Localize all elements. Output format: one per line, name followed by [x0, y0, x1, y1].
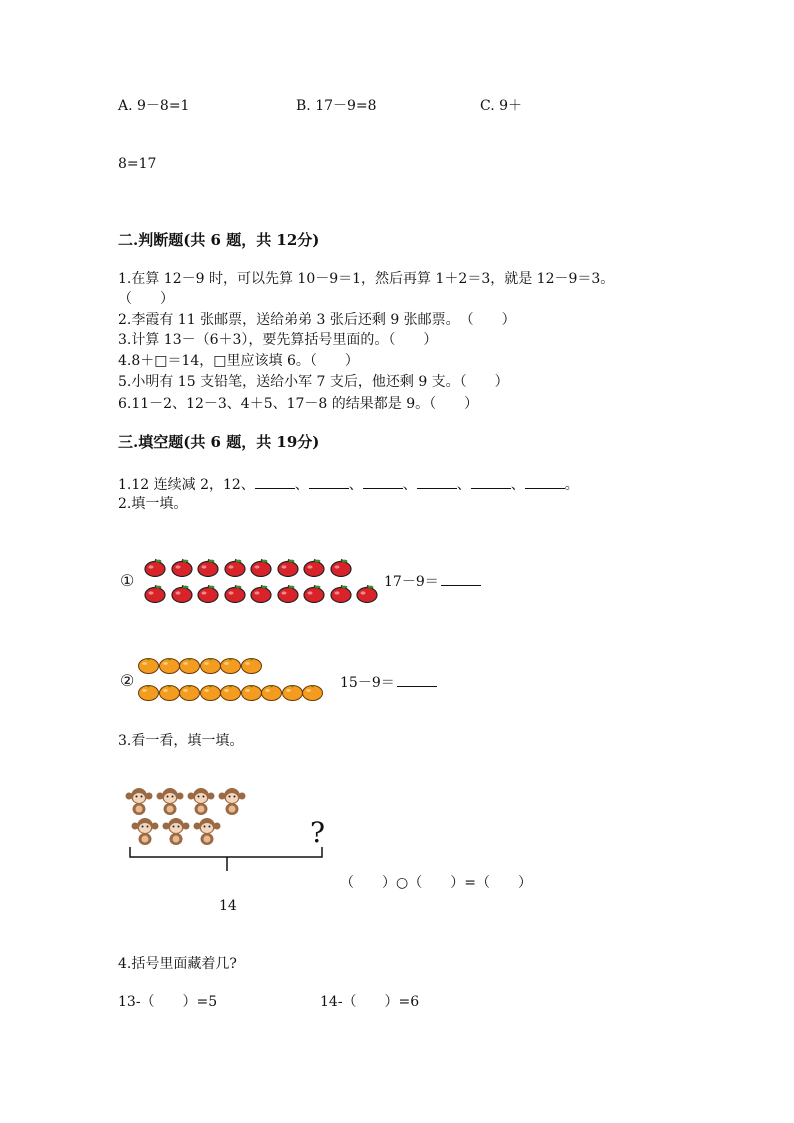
judge-q2: 2.李霞有 11 张邮票，送给弟弟 3 张后还剩 9 张邮票。 （ ）: [118, 312, 516, 328]
apple-icon: [303, 585, 325, 603]
answer-blank[interactable]: [363, 474, 403, 489]
section3-heading: 三.填空题(共 6 题，共 19分): [118, 433, 320, 451]
answer-blank[interactable]: [255, 474, 295, 489]
option-c-continued: 8=17: [118, 156, 157, 172]
fill-q1: [118, 474, 579, 495]
apple-icon: [330, 559, 352, 577]
orange-icon: [241, 684, 262, 701]
separator: 、: [402, 477, 417, 493]
monkey-icon: [193, 817, 221, 847]
apple-icon: [144, 559, 166, 577]
fill-q1-text: 1.12 连续减 2，12、: [118, 477, 255, 493]
apple-icon: [277, 585, 299, 603]
judge-q3: 3.计算 13－（6＋3），要先算括号里面的。（ ）: [118, 332, 438, 348]
orange-icon: [179, 657, 200, 674]
section2-heading: 二.判断题(共 6 题，共 12分): [118, 231, 320, 249]
answer-blank[interactable]: [471, 474, 511, 489]
apple-icon: [224, 585, 246, 603]
apple-icon: [330, 585, 352, 603]
apple-icon: [250, 585, 272, 603]
monkey-icon: [156, 787, 184, 817]
apple-icon: [171, 559, 193, 577]
orange-icon: [159, 684, 180, 701]
fill-q2: 2.填一填。: [118, 496, 188, 512]
separator: 、: [510, 477, 525, 493]
orange-icon: [220, 657, 241, 674]
apple-icon: [356, 585, 378, 603]
orange-icon: [138, 684, 159, 701]
option-c: C. 9＋: [480, 98, 523, 114]
monkey-icon: [125, 787, 153, 817]
apple-marker: ①: [120, 571, 135, 590]
fill-equation: （ ）○（ ）=（ ）: [340, 875, 532, 891]
apple-icon: [277, 559, 299, 577]
judge-q5: 5.小明有 15 支铅笔，送给小军 7 支后，他还剩 9 支。（ ）: [118, 374, 509, 390]
orange-icon: [220, 684, 241, 701]
period: 。: [564, 477, 579, 493]
separator: 、: [294, 477, 309, 493]
monkey-icon: [162, 817, 190, 847]
monkey-icon: [187, 787, 215, 817]
fill-q4: 4.括号里面藏着几?: [118, 956, 237, 972]
separator: 、: [348, 477, 363, 493]
apple-icon: [171, 585, 193, 603]
option-a: A. 9－8=1: [118, 98, 190, 114]
orange-icon: [200, 657, 221, 674]
orange-equation: [340, 672, 437, 693]
question-mark: ?: [310, 816, 326, 849]
apple-icon: [197, 559, 219, 577]
orange-icon: [282, 684, 303, 701]
apple-icon: [224, 559, 246, 577]
fill-q4-a: 13-（ ）=5: [118, 994, 218, 1010]
answer-blank[interactable]: [309, 474, 349, 489]
judge-q1: 1.在算 12－9 时，可以先算 10－9＝1，然后再算 1＋2＝3，就是 12－9＝3。: [118, 271, 615, 287]
monkey-icon: [218, 787, 246, 817]
answer-blank[interactable]: [525, 474, 565, 489]
orange-icon: [200, 684, 221, 701]
apple-equation-text: 17－9＝: [384, 574, 439, 590]
fill-q3: 3.看一看，填一填。: [118, 733, 244, 749]
judge-q1-paren: （ ）: [118, 291, 174, 307]
orange-icon: [179, 684, 200, 701]
brace-bracket: [128, 845, 324, 875]
judge-q6: 6.11－2、12－3、4＋5、17－8 的结果都是 9。（ ）: [118, 396, 479, 412]
orange-icon: [138, 657, 159, 674]
orange-icon: [241, 657, 262, 674]
orange-marker: ②: [120, 671, 135, 690]
fill-q4-b: 14-（ ）=6: [320, 994, 420, 1010]
option-b: B. 17－9=8: [296, 98, 377, 114]
apple-icon: [197, 585, 219, 603]
monkey-icon: [131, 817, 159, 847]
apple-equation: [384, 571, 481, 592]
judge-q4: 4.8＋□＝14，□里应该填 6。（ ）: [118, 353, 359, 369]
apple-icon: [144, 585, 166, 603]
apple-icon: [303, 559, 325, 577]
orange-icon: [302, 684, 323, 701]
apple-icon: [250, 559, 272, 577]
orange-icon: [159, 657, 180, 674]
separator: 、: [456, 477, 471, 493]
orange-equation-text: 15－9＝: [340, 675, 395, 691]
brace-label: 14: [219, 898, 237, 914]
apple-answer-blank[interactable]: [441, 571, 481, 586]
orange-answer-blank[interactable]: [397, 672, 437, 687]
orange-icon: [261, 684, 282, 701]
answer-blank[interactable]: [417, 474, 457, 489]
